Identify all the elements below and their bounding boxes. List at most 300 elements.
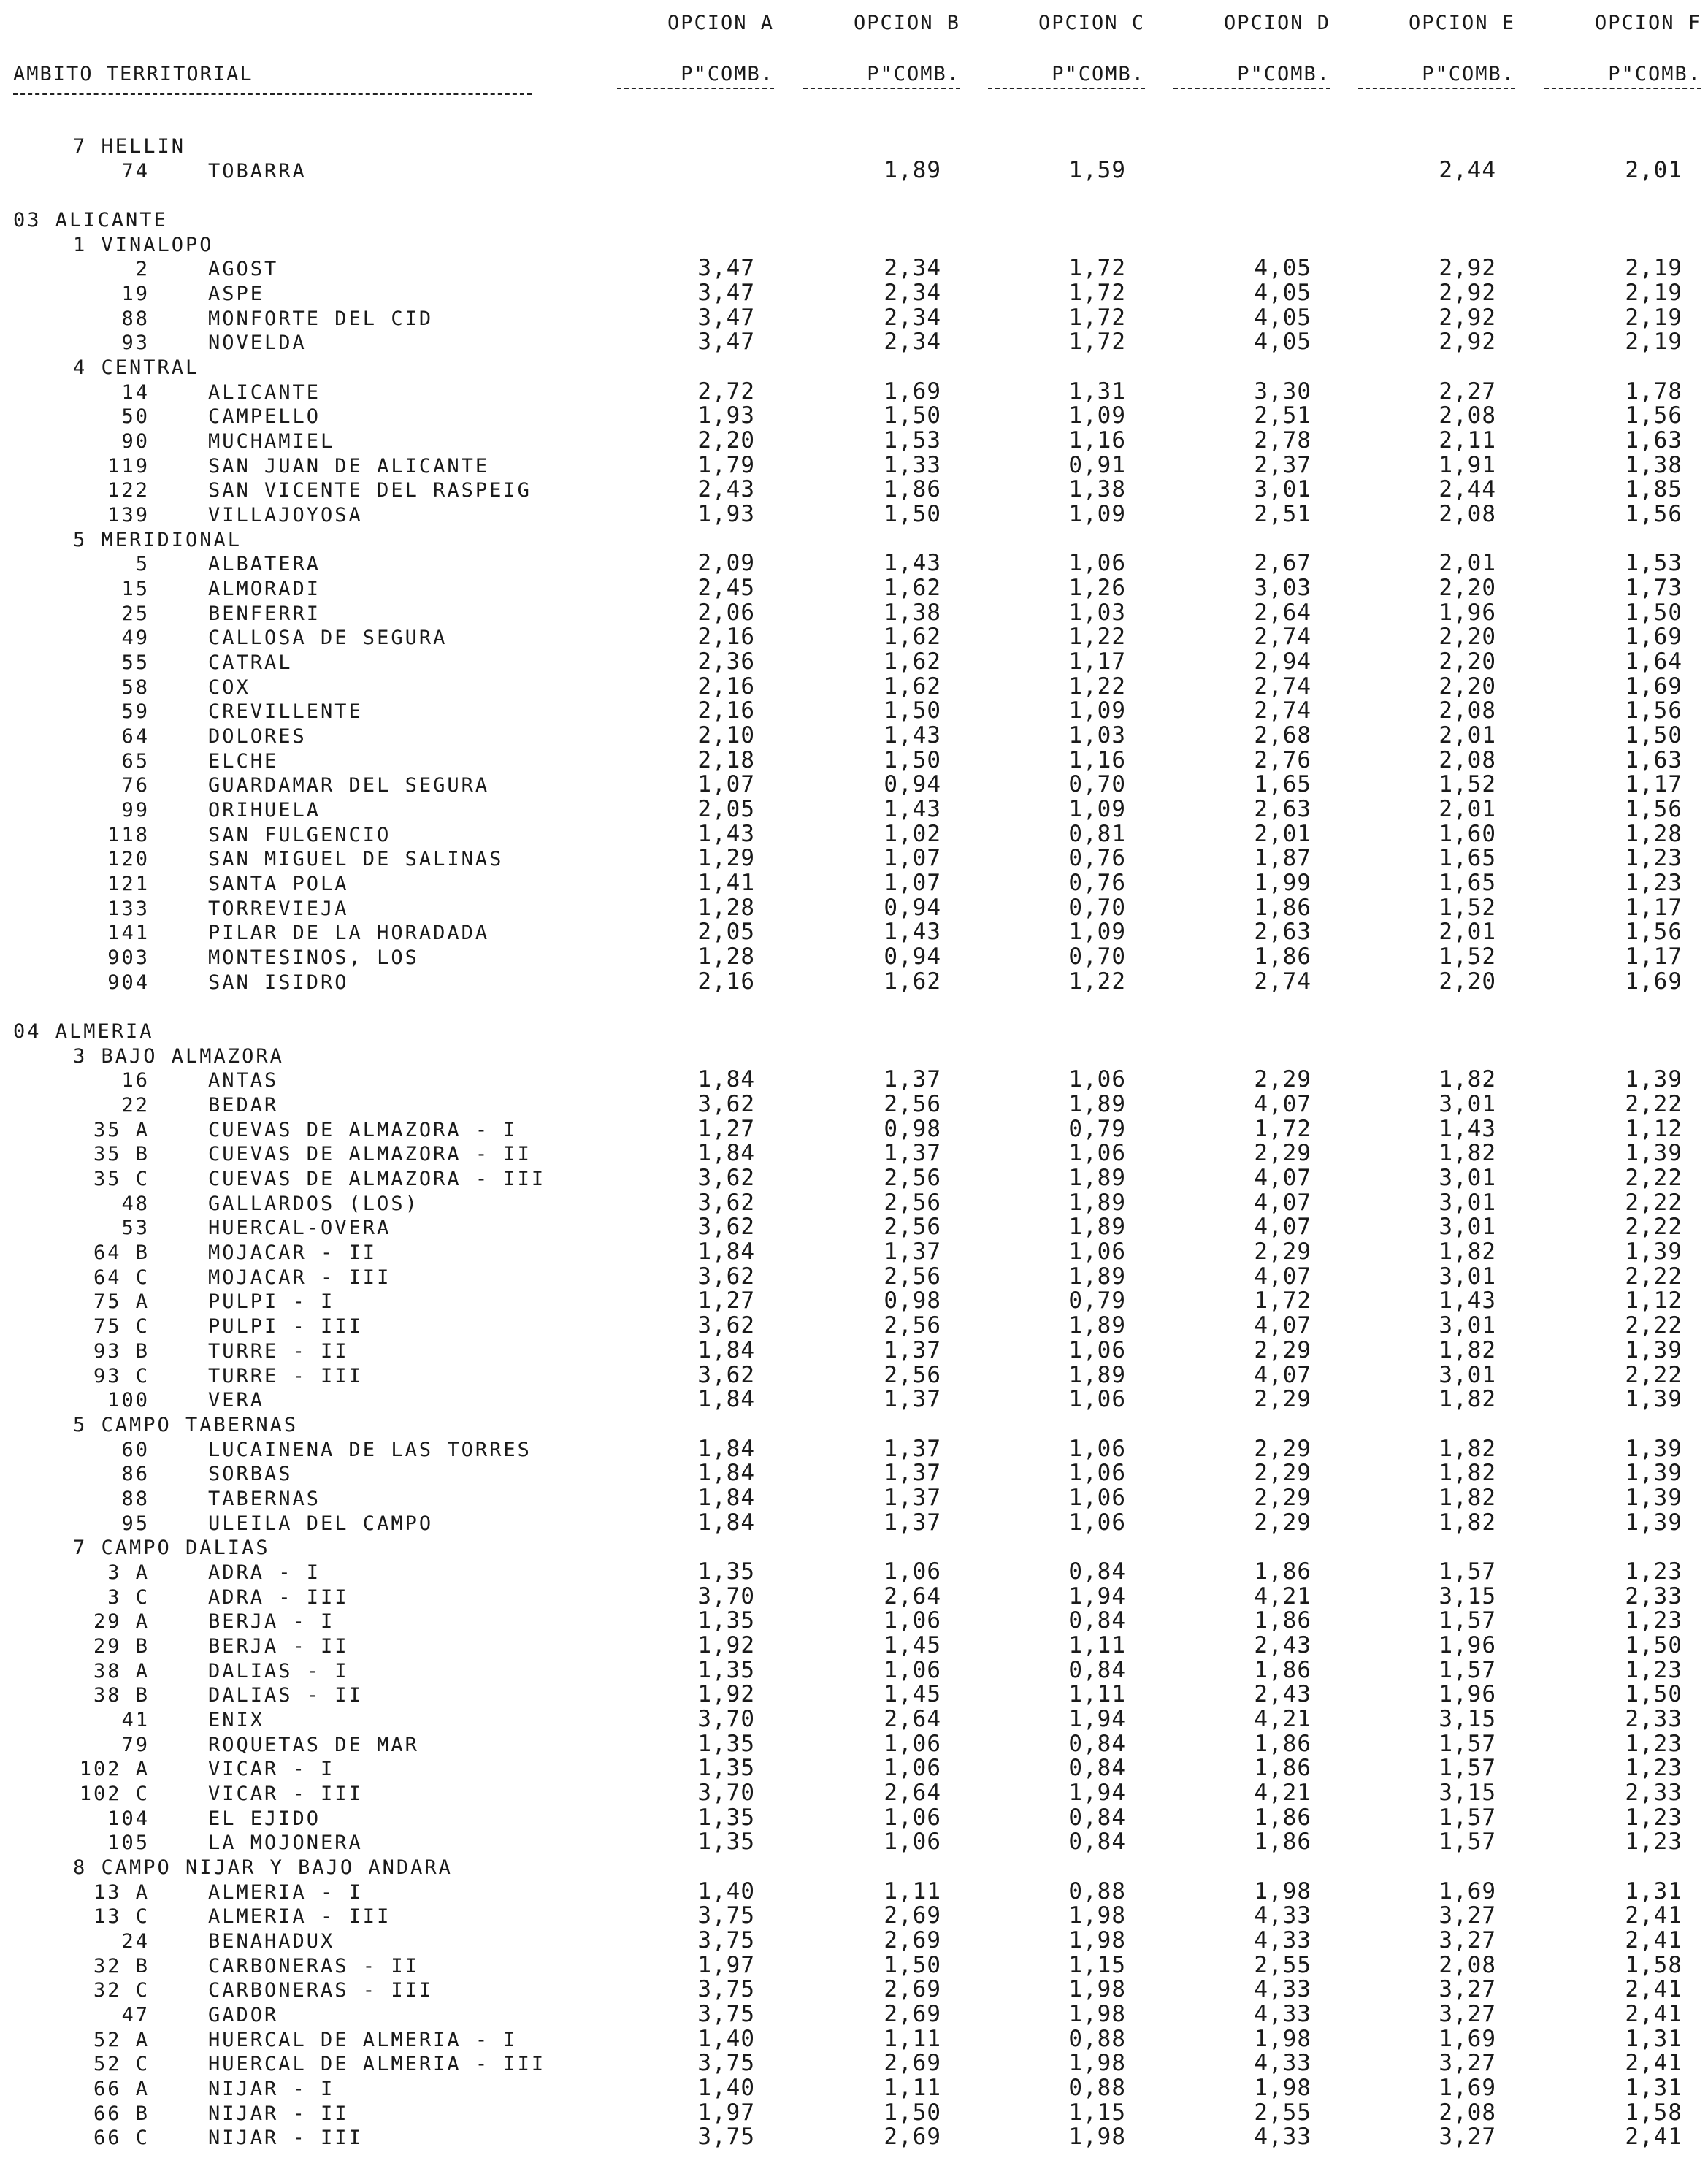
value-cell: 1,40	[697, 2026, 755, 2052]
value-cell: 1,31	[1625, 2075, 1682, 2101]
value-cell: 2,55	[1254, 1952, 1311, 1978]
value-cell: 1,17	[1625, 944, 1682, 970]
value-cell: 1,65	[1439, 845, 1496, 871]
value-cell: 3,62	[697, 1165, 755, 1191]
municipio-name: NIJAR - I	[208, 2078, 335, 2100]
value-cell: 1,82	[1439, 1239, 1496, 1265]
value-cell: 2,08	[1439, 402, 1496, 429]
value-cell: 1,02	[884, 821, 941, 847]
value-cell: 1,72	[1068, 255, 1126, 281]
value-cell: 1,98	[1254, 1878, 1311, 1905]
value-cell: 1,97	[697, 1952, 755, 1978]
value-cell: 1,98	[1254, 2075, 1311, 2101]
value-cell: 1,06	[884, 1558, 941, 1585]
value-cell: 1,86	[1254, 944, 1311, 970]
value-cell: 0,94	[884, 895, 941, 921]
value-cell: 3,62	[697, 1362, 755, 1388]
municipio-name: BENAHADUX	[208, 1930, 335, 1953]
value-cell: 2,64	[884, 1780, 941, 1806]
value-cell: 0,94	[884, 944, 941, 970]
value-cell: 3,27	[1439, 1976, 1496, 2002]
municipio-code: 79	[121, 1734, 150, 1756]
value-cell: 1,23	[1625, 1607, 1682, 1634]
value-cell: 2,44	[1439, 157, 1496, 183]
column-rule	[1173, 88, 1330, 89]
value-cell: 1,39	[1625, 1239, 1682, 1265]
value-cell: 0,84	[1068, 1829, 1126, 1855]
municipio-name: HUERCAL-OVERA	[208, 1217, 391, 1239]
municipio-name: CUEVAS DE ALMAZORA - I	[208, 1119, 518, 1141]
value-cell: 1,06	[1068, 1386, 1126, 1412]
province-heading: 04 ALMERIA	[13, 1020, 154, 1043]
value-cell: 1,72	[1068, 305, 1126, 331]
value-cell: 1,17	[1068, 648, 1126, 675]
value-cell: 1,37	[884, 1386, 941, 1412]
municipio-code: 22	[121, 1094, 150, 1117]
value-cell: 2,08	[1439, 501, 1496, 527]
value-cell: 1,11	[884, 2075, 941, 2101]
value-cell: 1,98	[1068, 1902, 1126, 1929]
value-cell: 1,17	[1625, 771, 1682, 797]
value-cell: 1,86	[884, 476, 941, 502]
value-cell: 1,37	[884, 1066, 941, 1092]
value-cell: 2,22	[1625, 1091, 1682, 1117]
value-cell: 3,15	[1439, 1780, 1496, 1806]
value-cell: 3,01	[1439, 1263, 1496, 1290]
municipio-code: 904	[107, 971, 150, 994]
value-cell: 2,29	[1254, 1509, 1311, 1536]
value-cell: 3,01	[1439, 1190, 1496, 1216]
value-cell: 1,50	[1625, 1632, 1682, 1658]
value-cell: 3,01	[1254, 476, 1311, 502]
municipio-code: 16	[121, 1069, 150, 1092]
column-subheading: P"COMB.	[681, 63, 774, 85]
municipio-name: TURRE - III	[208, 1365, 363, 1388]
column-subheading: P"COMB.	[1052, 63, 1145, 85]
municipio-code: 118	[107, 824, 150, 846]
value-cell: 2,19	[1625, 329, 1682, 355]
value-cell: 1,69	[1625, 624, 1682, 650]
value-cell: 1,06	[1068, 1140, 1126, 1166]
value-cell: 0,79	[1068, 1116, 1126, 1142]
value-cell: 2,92	[1439, 329, 1496, 355]
value-cell: 1,82	[1439, 1066, 1496, 1092]
value-cell: 1,84	[697, 1239, 755, 1265]
value-cell: 2,74	[1254, 624, 1311, 650]
value-cell: 0,76	[1068, 870, 1126, 896]
value-cell: 2,20	[1439, 968, 1496, 995]
value-cell: 2,05	[697, 796, 755, 822]
comarca-heading: 1 VINALOPO	[73, 234, 214, 256]
value-cell: 1,22	[1068, 968, 1126, 995]
value-cell: 2,27	[1439, 378, 1496, 405]
comarca-heading: 7 CAMPO DALIAS	[73, 1536, 270, 1559]
value-cell: 1,57	[1439, 1829, 1496, 1855]
municipio-name: VERA	[208, 1389, 265, 1412]
value-cell: 2,01	[1439, 919, 1496, 945]
value-cell: 3,70	[697, 1780, 755, 1806]
municipio-code: 93 C	[93, 1365, 150, 1388]
value-cell: 1,06	[1068, 1460, 1126, 1486]
value-cell: 2,20	[1439, 624, 1496, 650]
municipio-name: DOLORES	[208, 725, 307, 748]
municipio-name: CARBONERAS - II	[208, 1955, 419, 1978]
value-cell: 1,39	[1625, 1337, 1682, 1363]
municipio-name: ASPE	[208, 283, 265, 305]
municipio-code: 29 B	[93, 1635, 150, 1658]
value-cell: 2,56	[884, 1190, 941, 1216]
value-cell: 1,17	[1625, 895, 1682, 921]
value-cell: 2,94	[1254, 648, 1311, 675]
province-heading: 03 ALICANTE	[13, 209, 168, 231]
value-cell: 4,07	[1254, 1312, 1311, 1339]
value-cell: 1,28	[697, 895, 755, 921]
value-cell: 2,51	[1254, 402, 1311, 429]
municipio-code: 64 C	[93, 1266, 150, 1289]
value-cell: 1,06	[884, 1731, 941, 1757]
value-cell: 1,82	[1439, 1386, 1496, 1412]
value-cell: 1,31	[1625, 1878, 1682, 1905]
value-cell: 4,21	[1254, 1583, 1311, 1610]
value-cell: 2,20	[1439, 673, 1496, 700]
value-cell: 2,01	[1625, 157, 1682, 183]
value-cell: 1,57	[1439, 1607, 1496, 1634]
value-cell: 3,62	[697, 1263, 755, 1290]
value-cell: 1,43	[1439, 1116, 1496, 1142]
value-cell: 2,69	[884, 2124, 941, 2150]
municipio-code: 64	[121, 725, 150, 748]
column-heading: OPCION D	[1223, 12, 1330, 34]
municipio-name: BERJA - I	[208, 1610, 335, 1633]
value-cell: 1,39	[1625, 1460, 1682, 1486]
value-cell: 1,43	[884, 550, 941, 576]
value-cell: 1,53	[1625, 550, 1682, 576]
value-cell: 3,27	[1439, 1902, 1496, 1929]
value-cell: 2,33	[1625, 1706, 1682, 1732]
value-cell: 2,56	[884, 1312, 941, 1339]
value-cell: 1,91	[1439, 452, 1496, 478]
column-heading: OPCION B	[853, 12, 960, 34]
value-cell: 1,07	[697, 771, 755, 797]
value-cell: 1,23	[1625, 870, 1682, 896]
value-cell: 0,84	[1068, 1731, 1126, 1757]
value-cell: 1,37	[884, 1337, 941, 1363]
value-cell: 1,35	[697, 1731, 755, 1757]
value-cell: 1,86	[1254, 1804, 1311, 1831]
value-cell: 2,64	[884, 1583, 941, 1610]
value-cell: 0,84	[1068, 1804, 1126, 1831]
value-cell: 1,12	[1625, 1116, 1682, 1142]
value-cell: 1,58	[1625, 1952, 1682, 1978]
column-subheading: P"COMB.	[867, 63, 960, 85]
value-cell: 4,33	[1254, 1902, 1311, 1929]
municipio-name: CREVILLENTE	[208, 700, 363, 723]
municipio-name: EL EJIDO	[208, 1807, 321, 1830]
value-cell: 1,43	[1439, 1287, 1496, 1314]
value-cell: 1,35	[697, 1755, 755, 1781]
value-cell: 2,20	[1439, 575, 1496, 601]
value-cell: 1,22	[1068, 624, 1126, 650]
value-cell: 1,15	[1068, 1952, 1126, 1978]
value-cell: 2,29	[1254, 1386, 1311, 1412]
value-cell: 2,06	[697, 600, 755, 626]
value-cell: 3,01	[1439, 1165, 1496, 1191]
value-cell: 1,50	[884, 2100, 941, 2126]
value-cell: 1,53	[884, 427, 941, 453]
column-rule	[988, 88, 1145, 89]
column-rule	[1544, 88, 1701, 89]
value-cell: 3,62	[697, 1214, 755, 1240]
value-cell: 1,23	[1625, 1829, 1682, 1855]
value-cell: 1,27	[697, 1116, 755, 1142]
value-cell: 1,57	[1439, 1731, 1496, 1757]
value-cell: 1,43	[697, 821, 755, 847]
value-cell: 4,33	[1254, 1927, 1311, 1953]
value-cell: 1,50	[884, 697, 941, 724]
value-cell: 1,56	[1625, 796, 1682, 822]
value-cell: 2,22	[1625, 1214, 1682, 1240]
column-heading: OPCION F	[1594, 12, 1701, 34]
value-cell: 1,72	[1254, 1287, 1311, 1314]
value-cell: 4,07	[1254, 1263, 1311, 1290]
value-cell: 0,70	[1068, 771, 1126, 797]
value-cell: 2,18	[697, 747, 755, 773]
value-cell: 1,65	[1439, 870, 1496, 896]
value-cell: 1,58	[1625, 2100, 1682, 2126]
value-cell: 2,08	[1439, 1952, 1496, 1978]
value-cell: 2,69	[884, 1976, 941, 2002]
value-cell: 2,68	[1254, 722, 1311, 749]
value-cell: 1,06	[1068, 1509, 1126, 1536]
municipio-name: BERJA - II	[208, 1635, 349, 1658]
value-cell: 1,35	[697, 1558, 755, 1585]
value-cell: 1,23	[1625, 1558, 1682, 1585]
municipio-name: SAN VICENTE DEL RASPEIG	[208, 479, 532, 502]
value-cell: 2,56	[884, 1091, 941, 1117]
municipio-name: ORIHUELA	[208, 799, 321, 822]
value-cell: 2,05	[697, 919, 755, 945]
value-cell: 1,63	[1625, 747, 1682, 773]
value-cell: 1,56	[1625, 919, 1682, 945]
value-cell: 1,52	[1439, 771, 1496, 797]
municipio-code: 122	[107, 479, 150, 502]
value-cell: 1,12	[1625, 1287, 1682, 1314]
value-cell: 2,92	[1439, 255, 1496, 281]
value-cell: 2,16	[697, 673, 755, 700]
value-cell: 1,78	[1625, 378, 1682, 405]
municipio-code: 19	[121, 283, 150, 305]
municipio-code: 75 A	[93, 1290, 150, 1313]
value-cell: 1,31	[1068, 378, 1126, 405]
value-cell: 1,98	[1068, 1927, 1126, 1953]
value-cell: 1,69	[1439, 2026, 1496, 2052]
value-cell: 2,69	[884, 1927, 941, 1953]
value-cell: 1,82	[1439, 1337, 1496, 1363]
municipio-name: TORREVIEJA	[208, 897, 349, 920]
value-cell: 1,84	[697, 1509, 755, 1536]
value-cell: 1,89	[1068, 1362, 1126, 1388]
value-cell: 1,57	[1439, 1755, 1496, 1781]
municipio-code: 52 A	[93, 2029, 150, 2051]
municipio-name: COX	[208, 676, 250, 699]
value-cell: 0,88	[1068, 2026, 1126, 2052]
municipio-code: 3 C	[107, 1586, 150, 1609]
value-cell: 2,74	[1254, 697, 1311, 724]
municipio-name: GALLARDOS (LOS)	[208, 1193, 419, 1215]
value-cell: 1,99	[1254, 870, 1311, 896]
value-cell: 1,62	[884, 968, 941, 995]
value-cell: 1,86	[1254, 1731, 1311, 1757]
value-cell: 1,37	[884, 1239, 941, 1265]
municipio-name: GADOR	[208, 2004, 279, 2026]
municipio-name: ALMERIA - I	[208, 1881, 363, 1904]
value-cell: 2,34	[884, 305, 941, 331]
value-cell: 1,62	[884, 624, 941, 650]
value-cell: 1,62	[884, 575, 941, 601]
value-cell: 1,57	[1439, 1657, 1496, 1683]
value-cell: 1,03	[1068, 722, 1126, 749]
municipio-name: BEDAR	[208, 1094, 279, 1117]
value-cell: 0,84	[1068, 1657, 1126, 1683]
value-cell: 1,06	[884, 1755, 941, 1781]
value-cell: 1,52	[1439, 895, 1496, 921]
column-heading: OPCION E	[1408, 12, 1515, 34]
value-cell: 3,75	[697, 1902, 755, 1929]
value-cell: 0,84	[1068, 1558, 1126, 1585]
value-cell: 1,11	[1068, 1632, 1126, 1658]
value-cell: 2,29	[1254, 1140, 1311, 1166]
column-heading: OPCION A	[667, 12, 774, 34]
value-cell: 1,35	[697, 1804, 755, 1831]
value-cell: 1,98	[1068, 2050, 1126, 2076]
value-cell: 1,98	[1068, 1976, 1126, 2002]
value-cell: 1,50	[1625, 600, 1682, 626]
municipio-name: ALMERIA - III	[208, 1905, 391, 1928]
value-cell: 1,06	[1068, 1337, 1126, 1363]
value-cell: 1,06	[884, 1829, 941, 1855]
value-cell: 1,92	[697, 1632, 755, 1658]
value-cell: 1,87	[1254, 845, 1311, 871]
value-cell: 1,50	[884, 747, 941, 773]
value-cell: 1,69	[1439, 2075, 1496, 2101]
municipio-code: 53	[121, 1217, 150, 1239]
value-cell: 1,56	[1625, 501, 1682, 527]
value-cell: 1,59	[1068, 157, 1126, 183]
value-cell: 0,84	[1068, 1755, 1126, 1781]
municipio-code: 76	[121, 774, 150, 797]
value-cell: 1,98	[1068, 2124, 1126, 2150]
municipio-name: CATRAL	[208, 651, 293, 674]
municipio-name: GUARDAMAR DEL SEGURA	[208, 774, 490, 797]
value-cell: 3,62	[697, 1091, 755, 1117]
municipio-name: PULPI - III	[208, 1315, 363, 1338]
municipio-name: SAN FULGENCIO	[208, 824, 391, 846]
value-cell: 1,69	[1439, 1878, 1496, 1905]
value-cell: 1,39	[1625, 1436, 1682, 1462]
municipio-code: 41	[121, 1709, 150, 1731]
value-cell: 1,41	[697, 870, 755, 896]
value-cell: 1,06	[1068, 1239, 1126, 1265]
value-cell: 1,92	[697, 1681, 755, 1707]
municipio-code: 5	[135, 553, 150, 575]
column-subheading: P"COMB.	[1237, 63, 1330, 85]
value-cell: 2,34	[884, 280, 941, 306]
value-cell: 1,62	[884, 673, 941, 700]
value-cell: 3,03	[1254, 575, 1311, 601]
municipio-code: 93 B	[93, 1340, 150, 1363]
municipio-name: HUERCAL DE ALMERIA - I	[208, 2029, 518, 2051]
value-cell: 1,89	[1068, 1091, 1126, 1117]
value-cell: 1,06	[1068, 550, 1126, 576]
value-cell: 2,56	[884, 1165, 941, 1191]
value-cell: 2,43	[1254, 1681, 1311, 1707]
value-cell: 1,09	[1068, 919, 1126, 945]
value-cell: 2,29	[1254, 1436, 1311, 1462]
value-cell: 3,75	[697, 1927, 755, 1953]
municipio-name: CALLOSA DE SEGURA	[208, 627, 448, 649]
value-cell: 1,11	[884, 1878, 941, 1905]
value-cell: 2,01	[1439, 796, 1496, 822]
value-cell: 1,23	[1625, 1804, 1682, 1831]
value-cell: 4,33	[1254, 2124, 1311, 2150]
value-cell: 1,38	[1068, 476, 1126, 502]
value-cell: 1,86	[1254, 1607, 1311, 1634]
value-cell: 1,98	[1068, 2001, 1126, 2027]
value-cell: 1,84	[697, 1337, 755, 1363]
value-cell: 1,29	[697, 845, 755, 871]
value-cell: 1,07	[884, 845, 941, 871]
municipio-code: 86	[121, 1463, 150, 1485]
municipio-name: CAMPELLO	[208, 405, 321, 428]
municipio-name: LA MOJONERA	[208, 1832, 363, 1854]
value-cell: 1,38	[884, 600, 941, 626]
value-cell: 2,56	[884, 1362, 941, 1388]
value-cell: 2,22	[1625, 1362, 1682, 1388]
value-cell: 1,06	[1068, 1485, 1126, 1511]
value-cell: 2,41	[1625, 1902, 1682, 1929]
value-cell: 1,84	[697, 1140, 755, 1166]
value-cell: 3,75	[697, 2050, 755, 2076]
value-cell: 2,74	[1254, 968, 1311, 995]
value-cell: 2,41	[1625, 1976, 1682, 2002]
value-cell: 0,98	[884, 1287, 941, 1314]
value-cell: 1,84	[697, 1460, 755, 1486]
comarca-heading: 5 CAMPO TABERNAS	[73, 1414, 299, 1436]
value-cell: 3,15	[1439, 1583, 1496, 1610]
municipio-name: ALMORADI	[208, 578, 321, 600]
municipio-code: 47	[121, 2004, 150, 2026]
value-cell: 1,50	[1625, 1681, 1682, 1707]
value-cell: 2,33	[1625, 1780, 1682, 1806]
value-cell: 1,39	[1625, 1386, 1682, 1412]
value-cell: 2,20	[1439, 648, 1496, 675]
value-cell: 4,07	[1254, 1214, 1311, 1240]
value-cell: 2,56	[884, 1214, 941, 1240]
municipio-name: ROQUETAS DE MAR	[208, 1734, 419, 1756]
value-cell: 1,62	[884, 648, 941, 675]
municipio-code: 93	[121, 332, 150, 354]
value-cell: 1,50	[884, 1952, 941, 1978]
value-cell: 2,51	[1254, 501, 1311, 527]
value-cell: 1,96	[1439, 1632, 1496, 1658]
comarca-heading: 3 BAJO ALMAZORA	[73, 1045, 284, 1068]
municipio-name: DALIAS - I	[208, 1660, 349, 1683]
municipio-code: 14	[121, 381, 150, 404]
value-cell: 3,01	[1439, 1214, 1496, 1240]
value-cell: 3,47	[697, 305, 755, 331]
municipio-code: 100	[107, 1389, 150, 1412]
municipio-code: 102 C	[79, 1783, 150, 1805]
